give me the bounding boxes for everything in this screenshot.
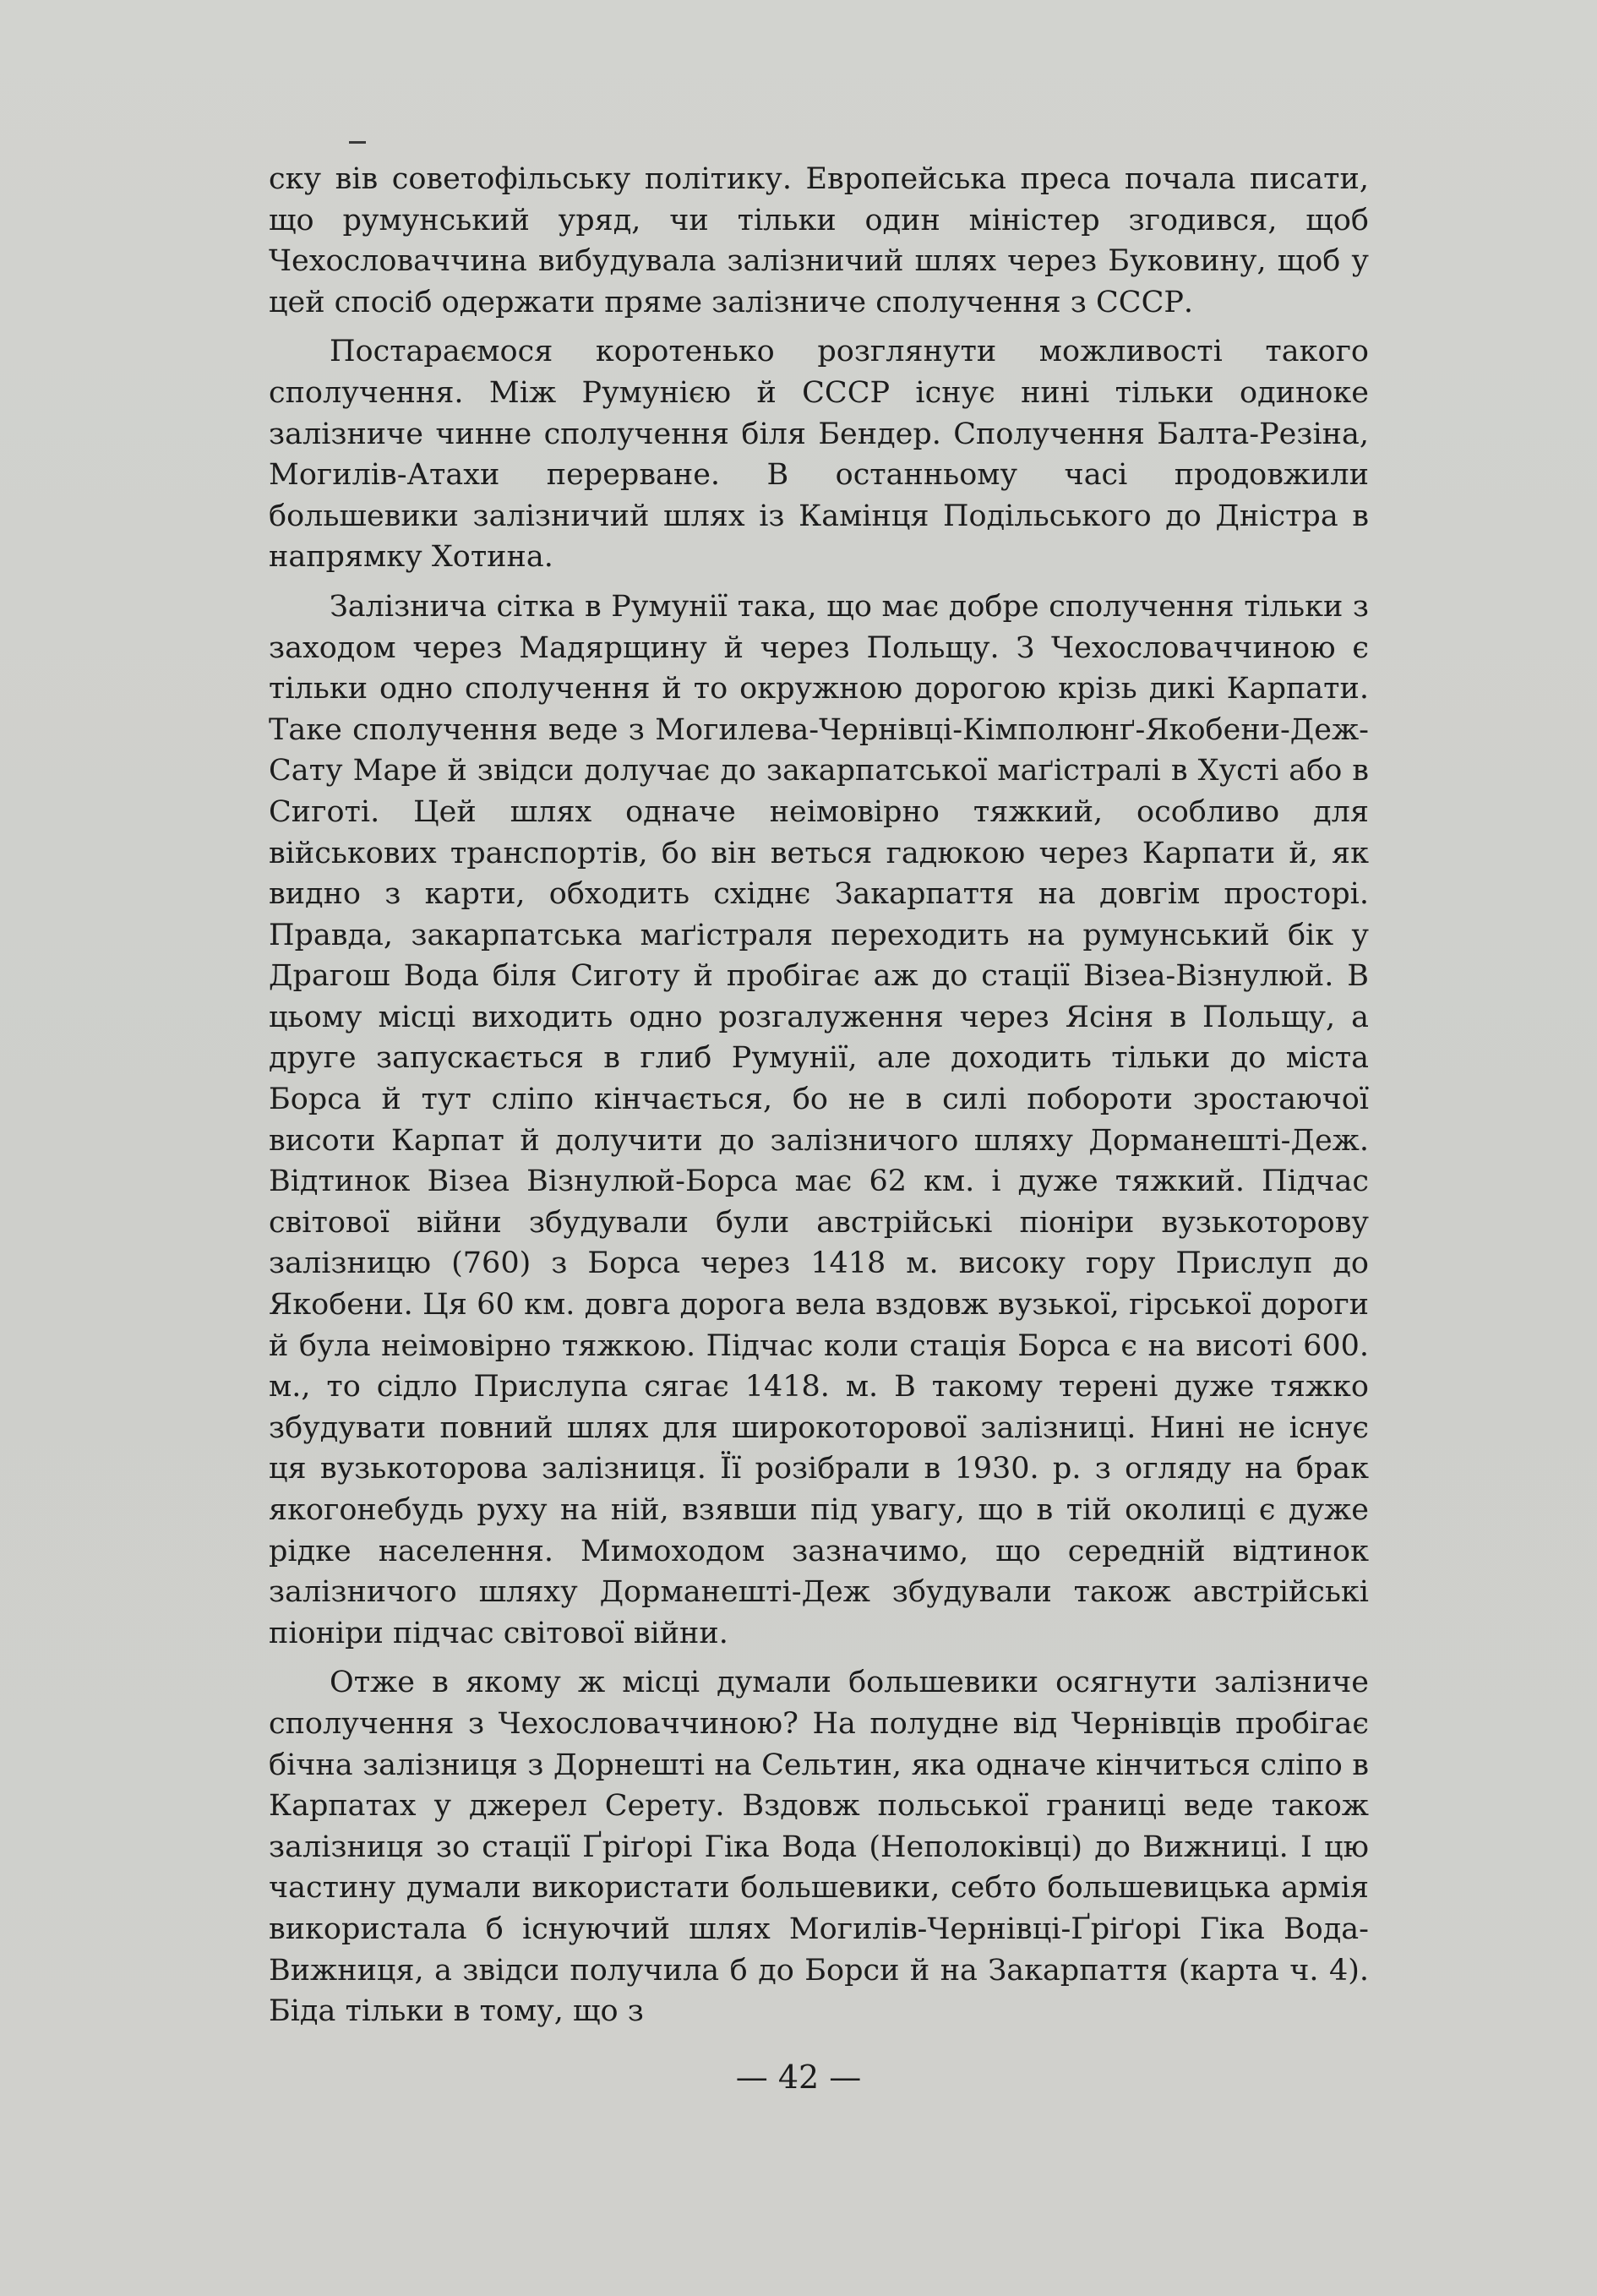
body-text [269,159,1369,2041]
paragraph-1: ску вів советофільську політику. Европейська преса почала писати, що румунський уряд, чи тільки один міністер згодився, щоб Чехословаччина вибудувала залізничий шлях через Буковину, щоб у цей спосіб одержати пряме залізниче сполучення з СССР. [269,162,1369,319]
paragraph-3: Залізнича сітка в Румунії така, що має добре сполучення тільки з заходом через Мадярщину й через Польщу. З Чехословаччиною є тільки одно сполучення й то окружною дорогою крізь дикі Карпати. Таке сполучення веде з Могилева-Чернівці-Кімполюнґ-Якобени-Деж-Сату Маре й звідси долучає до закарпатської маґістралі в Хусті або в Сиготі. Цей шлях одначе неімовірно тяжкий, особливо для військових транспортів, бо він веться гадюкою через Карпати й, як видно з карти, обходить східнє Закарпаття на довгім просторі. Правда, закарпатська маґістраля переходить на румунський бік у Драгош Вода біля Сиготу й пробігає аж до стації Візеа-Візнулюй. В цьому місці виходить одно розгалуження через Ясіня в Польщу, а друге запускається в глиб Румунії, але доходить тільки до міста Борса й тут сліпо кінчається, бо не в силі побороти зростаючої висоти Карпат й долучити до залізничого шляху Дорманешті-Деж. Відтинок Візеа Візнулюй-Борса має 62 км. і дуже тяжкий. Підчас світової війни збудували були австрійські піоніри вузькоторову залізницю (760) з Борса через 1418 м. високу гору Прислуп до Якобени. Ця 60 км. довга дорога вела вздовж вузької, гірської дороги й була неімовірно тяжкою. Підчас коли стація Борса є на висоті 600. м., то сідло Прислупа сягає 1418. м. В такому терені дуже тяжко збудувати повний шлях для широкоторової залізниці. Нині не існує ця вузькоторова залізниця. Її розібрали в 1930. р. з огляду на брак якогонебудь руху на ній, взявши під увагу, що в тій околиці є дуже рідке населення. Мимоходом зазначимо, що середній відтинок залізничого шляху Дорманешті-Деж збудували також австрійські піоніри підчас світової війни. [269,589,1369,1650]
ink-mark [349,141,366,144]
paragraph-4: Отже в якому ж місці думали большевики осягнути залізниче сполучення з Чехословаччиною? На полудне від Чернівців пробігає бічна залізниця з Дорнешті на Сельтин, яка одначе кінчиться сліпо в Карпатах у джерел Серету. Вздовж польської границі веде також залізниця зо стації Ґріґорі Гіка Вода (Неполоківці) до Вижниці. І цю частину думали використати большевики, себто большевицька армія використала б існуючий шлях Могилів-Чернівці-Ґріґорі Гіка Вода-Вижниця, а звідси получила б до Борси й на Закарпаття (карта ч. 4). Біда тільки в тому, що з [269,1666,1369,2029]
paragraph-2: Постараємося коротенько розглянути можливості такого сполучення. Між Румунією й СССР існує нині тільки одиноке залізниче чинне сполучення біля Бендер. Сполучення Балта-Резіна, Могилів-Атахи перерване. В останньому часі продовжили большевики залізничий шлях із Камінця Подільського до Дністра в напрямку Хотина. [269,335,1369,575]
page-number: — 42 — [735,2059,862,2096]
